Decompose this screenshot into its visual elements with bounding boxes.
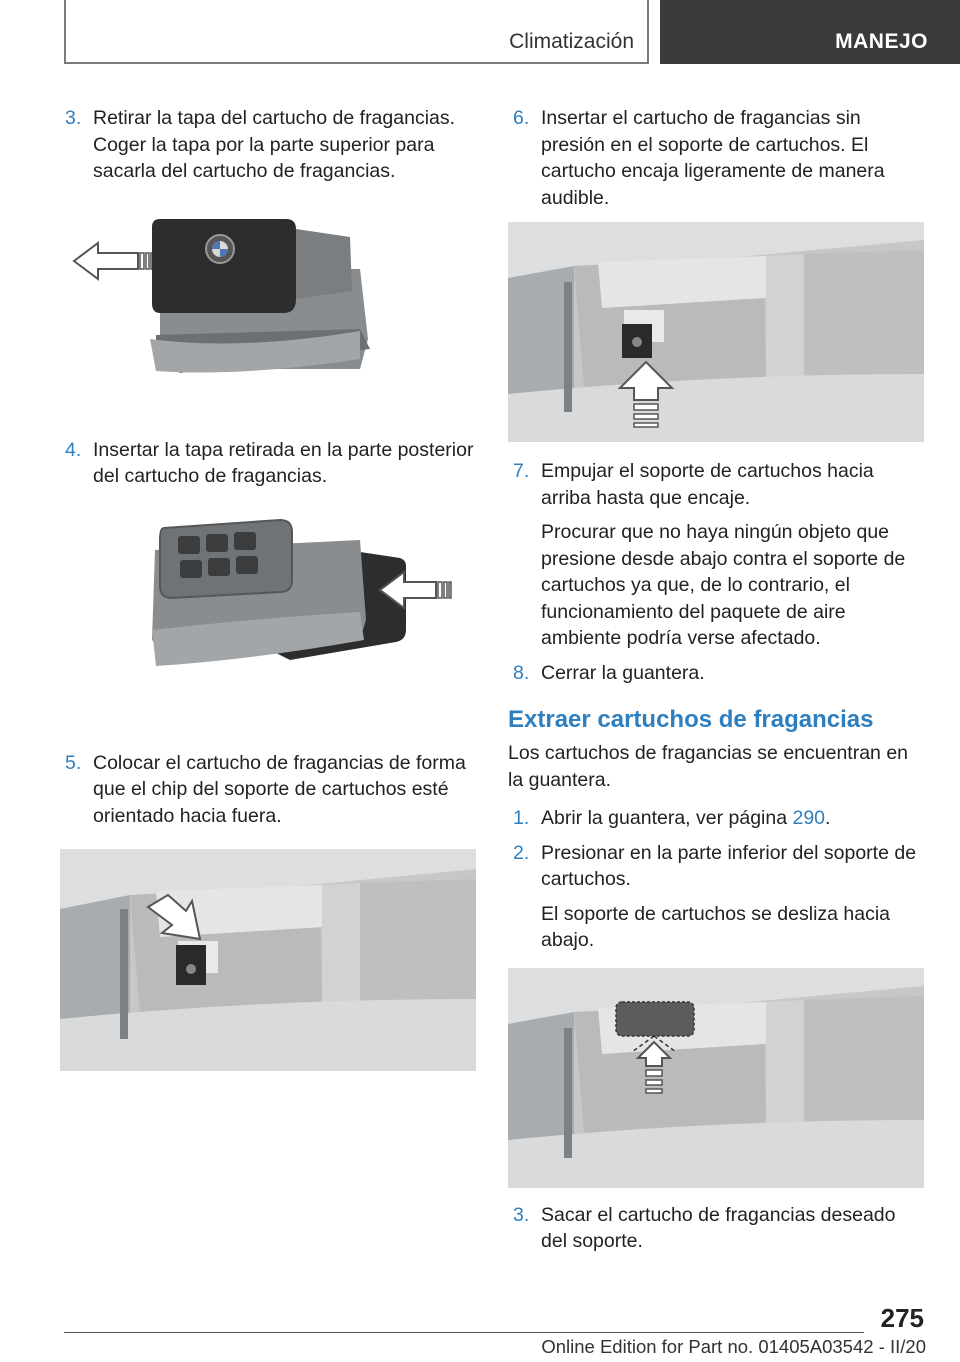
page-reference-link[interactable]: 290 <box>792 807 826 829</box>
header-left-rule <box>64 0 66 64</box>
step-text-end: . <box>825 807 831 829</box>
figure-release-holder <box>508 968 924 1188</box>
step-number: 2. <box>513 841 530 864</box>
arrow-left-icon <box>74 243 153 279</box>
step-number: 1. <box>513 807 530 829</box>
section-intro: Los cartuchos de fragancias se encuentran en la guantera. <box>508 742 909 791</box>
remove-step-2-note: El soporte de cartuchos se desliza hacia abajo. <box>541 902 891 951</box>
step-number: 8. <box>513 661 530 684</box>
step-number: 6. <box>513 107 530 129</box>
figure-place-cartridge <box>60 849 476 1071</box>
remove-step-3 <box>508 1202 924 1255</box>
step-text: Abrir la guantera, ver página <box>541 807 793 829</box>
step-6 <box>508 105 924 211</box>
step-8 <box>508 660 924 687</box>
header-separator <box>647 0 649 64</box>
step-text: Empujar el soporte de cartuchos hacia arriba hasta que encaje. <box>541 460 874 509</box>
step-number: 4. <box>65 438 82 461</box>
header-section-title: Climatización <box>509 30 634 53</box>
step-text: Retirar la tapa del cartucho de fragancias. Coger la tapa por la parte superior para sacarla del cartucho de fragancias. <box>93 107 456 182</box>
step-7-note: Procurar que no haya ningún objeto que presione desde abajo contra el soporte de cartuchos ya que, de lo contrario, el funcionamiento del paquete de aire ambiente podría verse afectado. <box>541 521 906 649</box>
right-column <box>508 105 924 1255</box>
figure-insert-cartridge <box>508 222 924 442</box>
step-number: 5. <box>65 751 82 774</box>
remove-step-2 <box>508 840 924 893</box>
page-number: 275 <box>880 1303 924 1333</box>
figure-insert-cover-back <box>60 510 476 742</box>
left-column <box>60 105 476 1071</box>
header-bottom-rule <box>64 62 649 64</box>
header-chapter-tab[interactable] <box>660 0 960 64</box>
footer-edition: Online Edition for Part no. 01405A03542 - II/20 <box>541 1336 926 1357</box>
step-7 <box>508 458 924 511</box>
step-4 <box>60 437 476 490</box>
header-chapter-label: MANEJO <box>835 30 928 53</box>
step-number: 3. <box>65 107 82 129</box>
step-text: Insertar la tapa retirada en la parte posterior del cartucho de fragancias. <box>93 438 474 487</box>
step-5 <box>60 750 476 830</box>
footer-rule <box>64 1332 864 1333</box>
step-number: 3. <box>513 1203 530 1226</box>
figure-remove-cover <box>60 199 476 431</box>
step-text: Presionar en la parte inferior del soporte de cartuchos. <box>541 841 917 890</box>
remove-step-1 <box>508 805 924 832</box>
step-text: Colocar el cartucho de fragancias de forma que el chip del soporte de cartuchos esté orientado hacia fuera. <box>93 751 466 827</box>
step-text: Insertar el cartucho de fragancias sin presión en el soporte de cartuchos. El cartucho encaja ligeramente de manera audible. <box>541 107 885 209</box>
step-text: Sacar el cartucho de fragancias deseado del soporte. <box>541 1203 896 1252</box>
step-3 <box>60 105 476 185</box>
step-number: 7. <box>513 460 530 482</box>
step-text: Cerrar la guantera. <box>541 661 705 684</box>
section-heading: Extraer cartuchos de fragancias <box>508 706 874 733</box>
